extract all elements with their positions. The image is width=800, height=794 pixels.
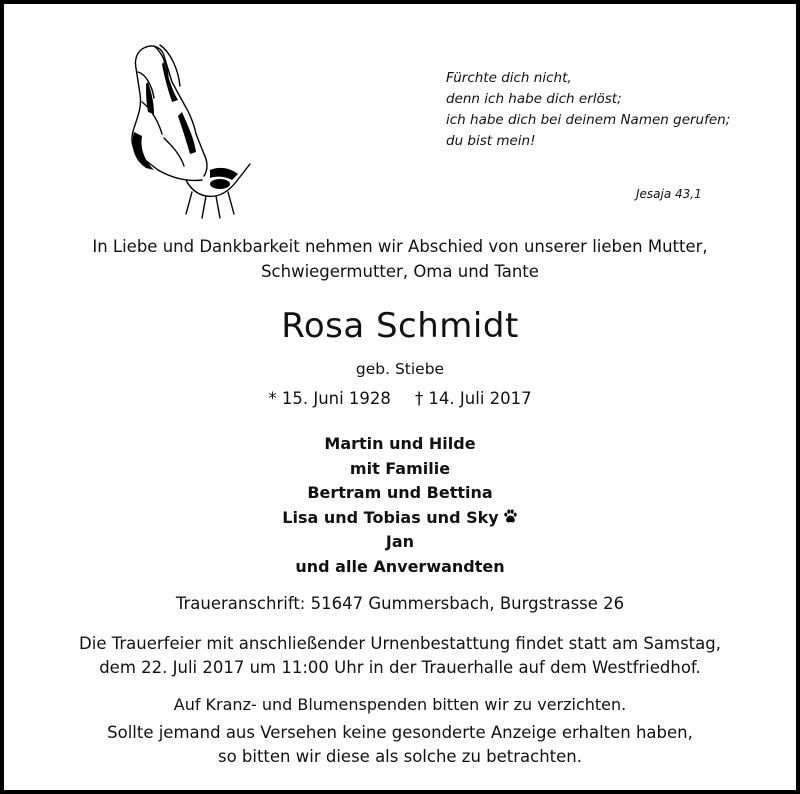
- paw-icon: [503, 509, 518, 524]
- bible-quote: [446, 68, 730, 152]
- mourner-line-with-pet: [4, 506, 796, 531]
- mourner-line: Bertram und Bettina: [307, 483, 493, 502]
- death-date: † 14. Juli 2017: [414, 389, 532, 408]
- mourner-line: Lisa und Tobias und Sky: [282, 507, 499, 527]
- life-dates: [4, 389, 796, 408]
- mourners-list: [4, 432, 796, 579]
- mourner-line: und alle Anverwandten: [295, 556, 505, 576]
- mourning-address: Traueranschrift: 51647 Gummersbach, Burgstrasse 26: [175, 594, 625, 613]
- closing-line: Sollte jemand aus Versehen keine gesonderte Anzeige erhalten haben,: [107, 723, 693, 742]
- intro-line: Schwiegermutter, Oma und Tante: [261, 262, 539, 281]
- closing-notice: [4, 721, 796, 769]
- mourner-line: mit Familie: [349, 458, 451, 478]
- funeral-line: dem 22. Juli 2017 um 11:00 Uhr in der Trauerhalle auf dem Westfriedhof.: [99, 658, 701, 677]
- deceased-name: Rosa Schmidt: [281, 306, 519, 346]
- quote-line: Fürchte dich nicht,: [446, 70, 572, 86]
- quote-line: du bist mein!: [446, 133, 536, 149]
- funeral-line: Die Trauerfeier mit anschließender Urnenbestattung findet statt am Samstag,: [79, 634, 721, 653]
- maiden-name: geb. Stiebe: [355, 360, 445, 378]
- quote-line: ich habe dich bei deinem Namen gerufen;: [446, 112, 731, 128]
- praying-hands-icon: [124, 42, 256, 222]
- mourner-line: Martin und Hilde: [324, 434, 476, 453]
- flowers-note: Auf Kranz- und Blumenspenden bitten wir zu verzichten.: [173, 695, 627, 714]
- intro-line: In Liebe und Dankbarkeit nehmen wir Abschied von unserer lieben Mutter,: [92, 237, 708, 256]
- quote-line: denn ich habe dich erlöst;: [446, 91, 622, 107]
- funeral-info: [4, 632, 796, 680]
- quote-reference: Jesaja 43,1: [636, 187, 702, 201]
- birth-date: * 15. Juni 1928: [268, 389, 391, 408]
- closing-line: so bitten wir diese als solche zu betrachten.: [217, 747, 583, 766]
- mourner-line: Jan: [385, 532, 415, 551]
- intro-text: [4, 234, 796, 284]
